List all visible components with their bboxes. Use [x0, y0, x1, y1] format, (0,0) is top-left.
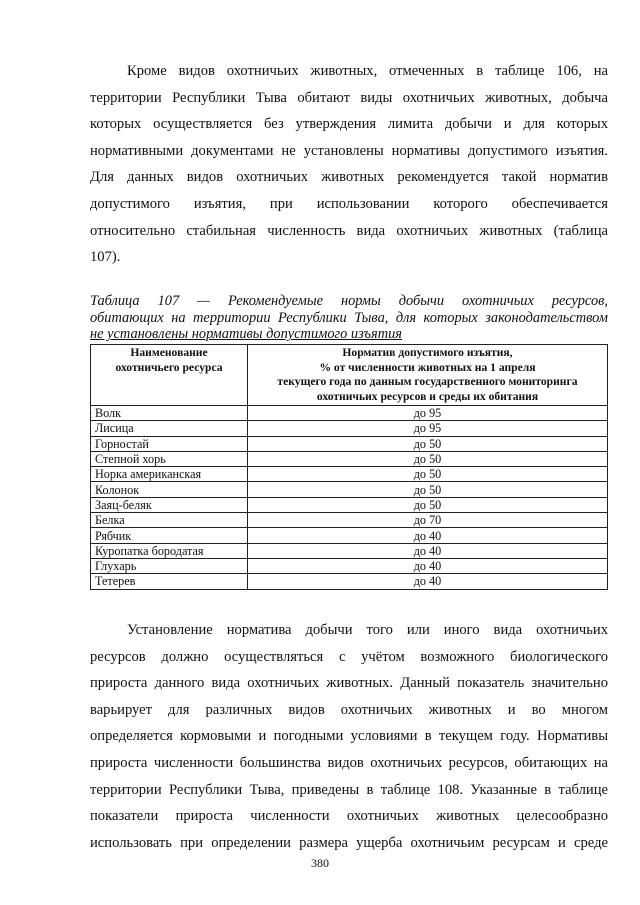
- norm-value: до 50: [248, 497, 608, 512]
- page-number: 380: [311, 856, 329, 870]
- table-row: [91, 574, 608, 589]
- table-caption: [90, 293, 608, 343]
- norm-value: до 40: [248, 558, 608, 573]
- paragraph-line: территории Республики Тыва, приведены в таблице 108. Указанные в таблице: [90, 781, 608, 798]
- growth-paragraph: [90, 617, 608, 856]
- caption-line: не установлены нормативы допустимого изъятия: [90, 326, 402, 343]
- table-row: [91, 482, 608, 497]
- norm-value: до 40: [248, 528, 608, 543]
- resource-name: Тетерев: [91, 574, 248, 589]
- table-row: [91, 558, 608, 573]
- caption-line: Таблица 107 — Рекомендуемые нормы добычи охотничьих ресурсов,: [90, 293, 608, 309]
- norm-value: до 70: [248, 513, 608, 528]
- paragraph-line: Для данных видов охотничьих животных рекомендуется такой норматив: [90, 169, 608, 186]
- paragraph-line: ресурсов должно осуществляться с учётом возможного биологического: [90, 648, 608, 665]
- table-row: [91, 467, 608, 482]
- resource-name: Волк: [91, 406, 248, 421]
- paragraph-line: Кроме видов охотничьих животных, отмеченных в таблице 106, на: [127, 63, 608, 79]
- paragraph-line: Установление норматива добычи того или иного вида охотничьих: [127, 622, 608, 638]
- table-row: [91, 436, 608, 451]
- resource-name: Заяц-беляк: [91, 497, 248, 512]
- resource-name: Белка: [91, 513, 248, 528]
- paragraph-line: использовать при определении размера ущерба охотничьим ресурсам и среде: [90, 834, 608, 851]
- norm-value: до 50: [248, 436, 608, 451]
- norm-value: до 50: [248, 467, 608, 482]
- table-header-row: [91, 345, 608, 406]
- table-row: [91, 528, 608, 543]
- paragraph-line: 107).: [90, 249, 121, 266]
- paragraph-line: территории Республики Тыва обитают виды охотничьих животных, добыча: [90, 89, 608, 106]
- paragraph-line: показатели прироста численности охотничьих животных целесообразно: [90, 808, 608, 825]
- table-row: [91, 421, 608, 436]
- norm-value: до 95: [248, 421, 608, 436]
- norm-value: до 50: [248, 451, 608, 466]
- paragraph-line: прироста данного вида охотничьих животных. Данный показатель значительно: [90, 675, 608, 692]
- table-row: [91, 451, 608, 466]
- paragraph-line: нормативными документами не установлены нормативы допустимого изъятия.: [90, 142, 608, 159]
- header-removal-norm: Норматив допустимого изъятия, % от численности животных на 1 апреля текущего года по данным государственного мониторинга охотничьих ресурсов и среды их обитания: [248, 345, 608, 406]
- caption-line: обитающих на территории Республики Тыва, для которых законодательством: [90, 309, 608, 326]
- norm-value: до 40: [248, 543, 608, 558]
- paragraph-line: относительно стабильная численность вида охотничьих животных (таблица: [90, 222, 608, 239]
- table-row: [91, 497, 608, 512]
- hunting-norms-table: [90, 344, 608, 590]
- table-row: [91, 513, 608, 528]
- paragraph-line: которых осуществляется без утверждения лимита добычи и для которых: [90, 116, 608, 133]
- resource-name: Рябчик: [91, 528, 248, 543]
- norm-value: до 95: [248, 406, 608, 421]
- intro-paragraph: [90, 58, 608, 271]
- resource-name: Лисица: [91, 421, 248, 436]
- paragraph-line: прироста численности большинства видов охотничьих ресурсов, обитающих на: [90, 754, 608, 771]
- table-row: [91, 406, 608, 421]
- resource-name: Куропатка бородатая: [91, 543, 248, 558]
- resource-name: Норка американская: [91, 467, 248, 482]
- resource-name: Глухарь: [91, 558, 248, 573]
- norm-value: до 40: [248, 574, 608, 589]
- paragraph-line: определяется кормовыми и погодными условиями в текущем году. Нормативы: [90, 728, 608, 745]
- resource-name: Колонок: [91, 482, 248, 497]
- header-resource-name: Наименование охотничьего ресурса: [91, 345, 248, 406]
- resource-name: Горностай: [91, 436, 248, 451]
- table-row: [91, 543, 608, 558]
- paragraph-line: допустимого изъятия, при использовании которого обеспечивается: [90, 195, 608, 212]
- resource-name: Степной хорь: [91, 451, 248, 466]
- norm-value: до 50: [248, 482, 608, 497]
- paragraph-line: варьирует для различных видов охотничьих животных и во многом: [90, 701, 608, 718]
